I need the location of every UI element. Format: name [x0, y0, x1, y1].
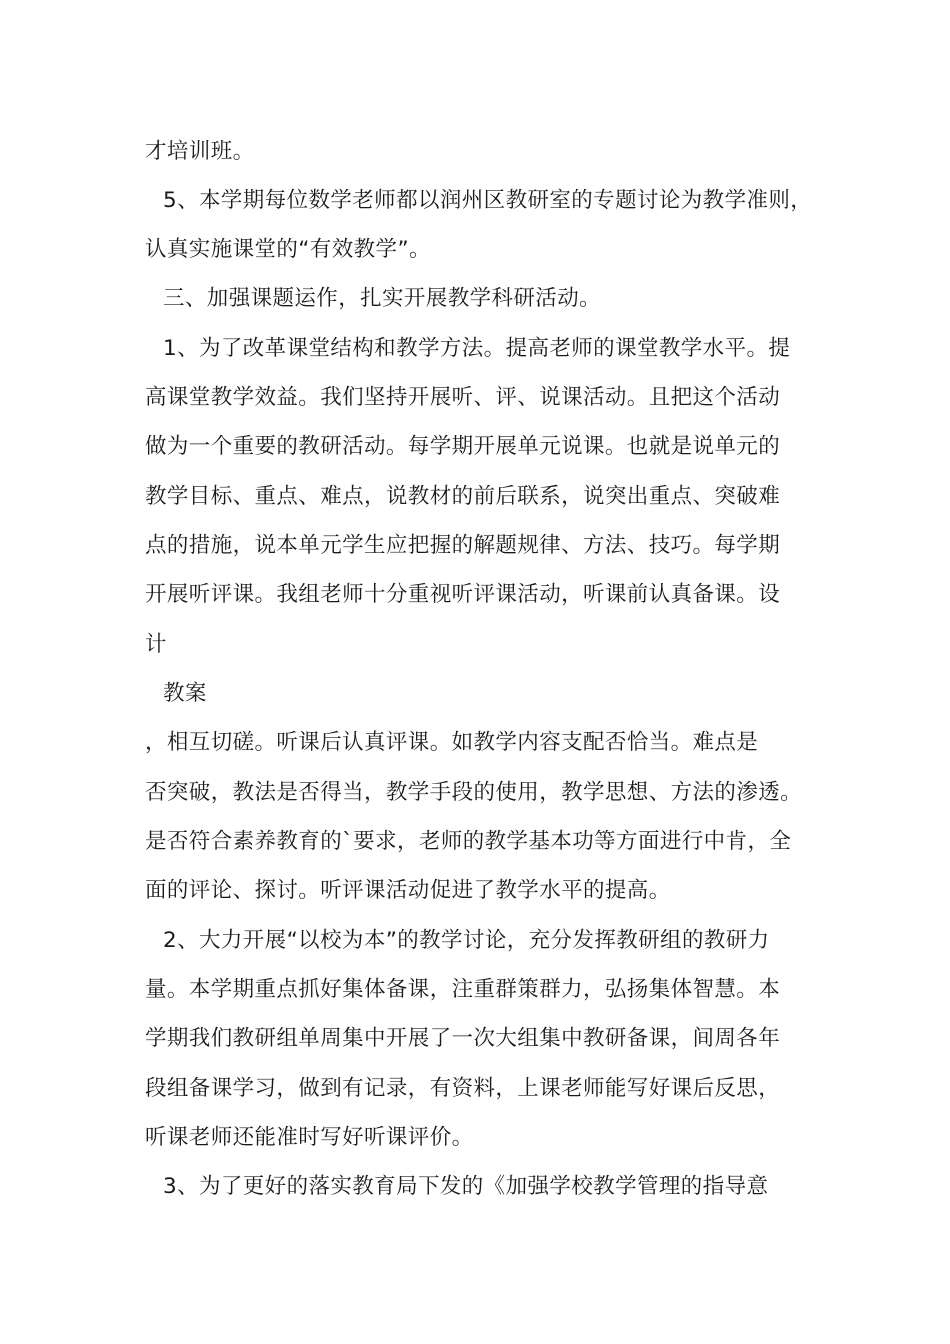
text-line: 教学目标、重点、难点，说教材的前后联系，说突出重点、突破难: [145, 484, 781, 509]
text-line: 2、大力开展“以校为本”的教学讨论，充分发挥教研组的教研力: [163, 928, 770, 953]
text-line: 高课堂教学效益。我们坚持开展听、评、说课活动。且把这个活动: [145, 385, 781, 410]
text-line: 教案: [163, 681, 207, 706]
text-line: 计: [145, 632, 167, 657]
text-line: 5、本学期每位数学老师都以润州区教研室的专题讨论为教学准则，: [163, 188, 813, 213]
text-line: 听课老师还能准时写好听课评价。: [145, 1125, 474, 1150]
text-line: 才培训班。: [145, 139, 255, 164]
text-line: 是否符合素养教育的`要求，老师的教学基本功等方面进行中肯，全: [145, 829, 792, 854]
text-line: 学期我们教研组单周集中开展了一次大组集中教研备课，间周各年: [145, 1026, 781, 1051]
text-line: 做为一个重要的教研活动。每学期开展单元说课。也就是说单元的: [145, 434, 781, 459]
text-line: 点的措施，说本单元学生应把握的解题规律、方法、技巧。每学期: [145, 533, 781, 558]
text-line: 开展听评课。我组老师十分重视听评课活动，听课前认真备课。设: [145, 582, 781, 607]
text-line: 量。本学期重点抓好集体备课，注重群策群力，弘扬集体智慧。本: [145, 977, 781, 1002]
text-line: 三、加强课题运作，扎实开展教学科研活动。: [163, 286, 602, 311]
text-line: 段组备课学习，做到有记录，有资料，上课老师能写好课后反思，: [145, 1076, 781, 1101]
text-line: 3、为了更好的落实教育局下发的《加强学校教学管理的指导意: [163, 1174, 769, 1199]
text-line: 否突破，教法是否得当，教学手段的使用，教学思想、方法的渗透。: [145, 780, 803, 805]
text-line: ，相互切磋。听课后认真评课。如教学内容支配否恰当。难点是: [145, 730, 759, 755]
text-line: 面的评论、探讨。听评课活动促进了教学水平的提高。: [145, 878, 671, 903]
text-line: 1、为了改革课堂结构和教学方法。提高老师的课堂教学水平。提: [163, 336, 791, 361]
text-line: 认真实施课堂的“有效教学”。: [145, 237, 431, 262]
